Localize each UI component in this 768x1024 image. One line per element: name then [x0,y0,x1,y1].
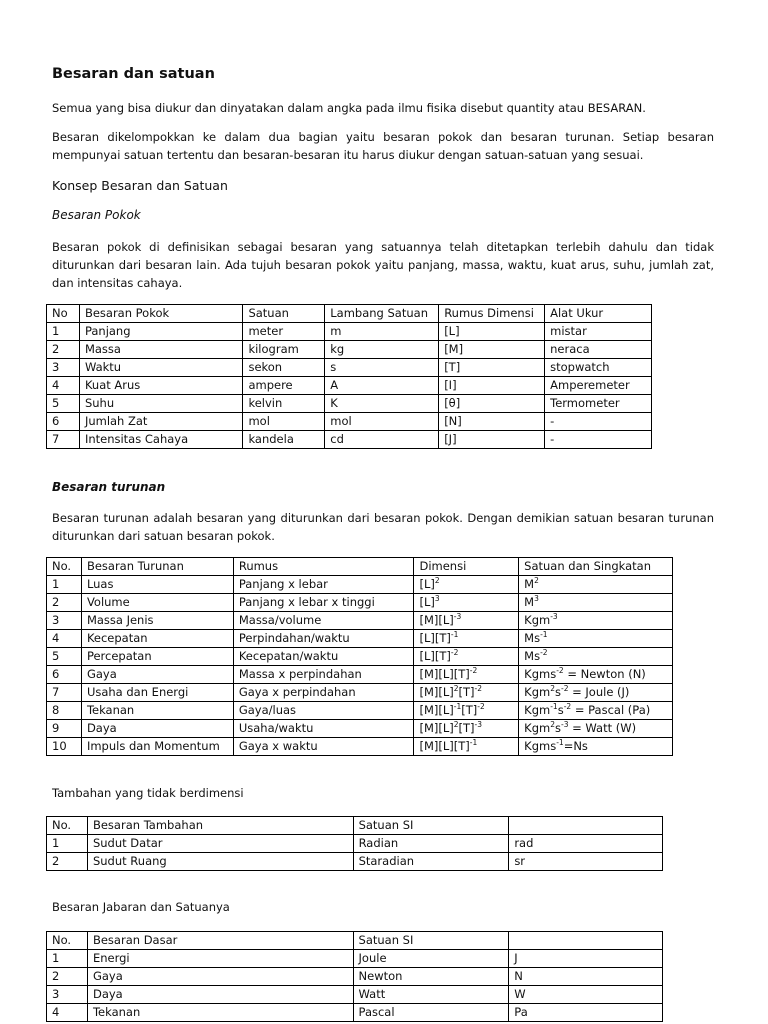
table-cell: Luas [81,576,233,594]
table-cell: $[M][L][T]^{-2}$ [414,666,519,684]
table-cell: 4 [47,377,80,395]
table-cell: 2 [47,853,88,871]
table-cell: $Kgm^{-1}s^{-2}$ = Pascal (Pa) [519,702,673,720]
table-cell: [M] [439,341,545,359]
table-cell: 1 [47,835,88,853]
table-cell: [L] [439,323,545,341]
table-cell: 1 [47,323,80,341]
table-cell: $M^2$ [519,576,673,594]
table-cell: Gaya x waktu [233,738,414,756]
table-row [47,950,663,968]
table-cell: 7 [47,431,80,449]
table-cell: Intensitas Cahaya [79,431,243,449]
table-row [47,377,652,395]
column-header: Rumus [233,558,414,576]
table-row [47,341,652,359]
table-row [47,720,673,738]
pokok-heading: Besaran Pokok [52,208,141,222]
table-cell: $[M][L]^2[T]^{-3}$ [414,720,519,738]
table-cell: Massa x perpindahan [233,666,414,684]
table-cell: Staradian [353,853,509,871]
table-cell: $Ms^{-1}$ [519,630,673,648]
turunan-paragraph: Besaran turunan adalah besaran yang diturunkan dari besaran pokok. Dengan demikian satuan besaran turunan diturunkan dari satuan besaran pokok. [52,511,714,543]
table-cell: Kgm$^{-3}$ [519,612,673,630]
table-cell: mistar [545,323,652,341]
table-cell: Sudut Ruang [87,853,353,871]
column-header: Rumus Dimensi [439,305,545,323]
table-cell: Volume [81,594,233,612]
table-cell: Jumlah Zat [79,413,243,431]
table-row [47,986,663,1004]
column-header: No. [47,817,88,835]
table-cell: 2 [47,341,80,359]
table-cell: sekon [243,359,325,377]
table-row [47,835,663,853]
table-cell: [θ] [439,395,545,413]
table-cell: Amperemeter [545,377,652,395]
table-cell: $Kgm^2s^{-2}$ = Joule (J) [519,684,673,702]
table-cell: 7 [47,684,82,702]
table-cell: Kgms$^{-2}$ = Newton (N) [519,666,673,684]
table-cell: Panjang x lebar x tinggi [233,594,414,612]
table-header-row [47,558,673,576]
table-row [47,359,652,377]
table-cell: $[L]^2$ [414,576,519,594]
column-header: No. [47,558,82,576]
table-cell: 4 [47,1004,88,1022]
table-cell: Kecepatan/waktu [233,648,414,666]
table-cell: 1 [47,950,88,968]
table-row [47,413,652,431]
table-cell: $[L][T]^{-1}$ [414,630,519,648]
table-cell: 10 [47,738,82,756]
table-row [47,684,673,702]
table-row [47,431,652,449]
table-cell: Panjang x lebar [233,576,414,594]
page-title: Besaran dan satuan [52,66,215,82]
table-row [47,395,652,413]
table-cell: 3 [47,986,88,1004]
table-cell: $[M][L]^{-3}$ [414,612,519,630]
table-cell: Massa [79,341,243,359]
turunan-heading: Besaran turunan [52,480,166,494]
table-cell: Kgms$^{-1}$=Ns [519,738,673,756]
table-row [47,648,673,666]
turunan-table [46,557,673,756]
table-cell: 5 [47,648,82,666]
table-cell: 2 [47,594,82,612]
table-cell: mol [325,413,439,431]
table-cell: 1 [47,576,82,594]
table-cell: neraca [545,341,652,359]
column-header: No. [47,932,88,950]
table-cell: 6 [47,666,82,684]
table-cell: Daya [87,986,353,1004]
table-cell: sr [509,853,663,871]
table-row [47,594,673,612]
column-header: No [47,305,80,323]
table-cell: $M^3$ [519,594,673,612]
table-cell: $[L][T]^{-2}$ [414,648,519,666]
column-header: Alat Ukur [545,305,652,323]
table-cell: 4 [47,630,82,648]
table-cell: J [509,950,663,968]
table-cell: $[M][L]^2[T]^{-2}$ [414,684,519,702]
table-cell: Usaha/waktu [233,720,414,738]
table-cell: cd [325,431,439,449]
column-header: Besaran Dasar [87,932,353,950]
table-cell: Pascal [353,1004,509,1022]
table-cell: Joule [353,950,509,968]
table-cell: [N] [439,413,545,431]
column-header: Satuan dan Singkatan [519,558,673,576]
table-cell: Sudut Datar [87,835,353,853]
table-row [47,853,663,871]
table-cell: meter [243,323,325,341]
table-cell: 3 [47,359,80,377]
tambahan-table [46,816,663,871]
table-cell: Massa Jenis [81,612,233,630]
column-header: Satuan SI [353,932,509,950]
table-row [47,323,652,341]
table-row [47,612,673,630]
table-cell: 8 [47,702,82,720]
table-cell: 2 [47,968,88,986]
table-cell: Panjang [79,323,243,341]
table-cell: W [509,986,663,1004]
table-cell: 9 [47,720,82,738]
table-cell: Tekanan [87,1004,353,1022]
column-header [509,817,663,835]
table-row [47,666,673,684]
table-cell: [T] [439,359,545,377]
table-cell: s [325,359,439,377]
table-row [47,1004,663,1022]
table-cell: Tekanan [81,702,233,720]
tambahan-caption: Tambahan yang tidak berdimensi [52,786,244,800]
table-cell: stopwatch [545,359,652,377]
table-cell: Kuat Arus [79,377,243,395]
table-cell: Perpindahan/waktu [233,630,414,648]
table-cell: kandela [243,431,325,449]
column-header [509,932,663,950]
table-row [47,630,673,648]
column-header: Besaran Turunan [81,558,233,576]
table-cell: ampere [243,377,325,395]
column-header: Lambang Satuan [325,305,439,323]
table-cell: Percepatan [81,648,233,666]
table-cell: Newton [353,968,509,986]
table-cell: 3 [47,612,82,630]
column-header: Besaran Pokok [79,305,243,323]
table-cell: Impuls dan Momentum [81,738,233,756]
table-cell: A [325,377,439,395]
table-cell: N [509,968,663,986]
column-header: Dimensi [414,558,519,576]
table-cell: mol [243,413,325,431]
table-cell: $[M][L][T]^{-1}$ [414,738,519,756]
table-cell: Gaya [81,666,233,684]
table-cell: [J] [439,431,545,449]
table-cell: kelvin [243,395,325,413]
table-cell: - [545,413,652,431]
table-cell: Gaya [87,968,353,986]
column-header: Besaran Tambahan [87,817,353,835]
table-cell: Gaya x perpindahan [233,684,414,702]
konsep-heading: Konsep Besaran dan Satuan [52,178,228,193]
table-cell: Kecepatan [81,630,233,648]
table-cell: $[M][L]^{-1}[T]^{-2}$ [414,702,519,720]
table-header-row [47,305,652,323]
table-cell: Usaha dan Energi [81,684,233,702]
table-row [47,702,673,720]
jabaran-table [46,931,663,1022]
pokok-table [46,304,652,449]
table-row [47,576,673,594]
table-cell: $[L]^3$ [414,594,519,612]
table-cell: Radian [353,835,509,853]
table-cell: Daya [81,720,233,738]
table-cell: Waktu [79,359,243,377]
table-cell: Massa/volume [233,612,414,630]
column-header: Satuan [243,305,325,323]
jabaran-caption: Besaran Jabaran dan Satuanya [52,900,230,914]
table-cell: - [545,431,652,449]
table-header-row [47,817,663,835]
table-cell: rad [509,835,663,853]
table-cell: K [325,395,439,413]
table-cell: 5 [47,395,80,413]
pokok-paragraph: Besaran pokok di definisikan sebagai besaran yang satuannya telah ditetapkan terlebih dahulu dan tidak diturunkan dari besaran lain. Ada tujuh besaran pokok yaitu panjang, massa, waktu, kuat arus, suhu, jumlah zat, dan intensitas cahaya. [52,240,714,290]
intro-paragraph: Semua yang bisa diukur dan dinyatakan dalam angka pada ilmu fisika disebut quantity atau BESARAN. [52,101,646,115]
table-cell: $Ms^{-2}$ [519,648,673,666]
table-cell: Gaya/luas [233,702,414,720]
table-row [47,738,673,756]
table-cell: [I] [439,377,545,395]
table-cell: Termometer [545,395,652,413]
table-cell: Pa [509,1004,663,1022]
table-cell: kilogram [243,341,325,359]
table-cell: m [325,323,439,341]
table-cell: Suhu [79,395,243,413]
table-cell: Energi [87,950,353,968]
classification-paragraph: Besaran dikelompokkan ke dalam dua bagian yaitu besaran pokok dan besaran turunan. Setiap besaran mempunyai satuan tertentu dan besaran-besaran itu harus diukur dengan satuan-satuan yang sesuai. [52,130,714,162]
table-header-row [47,932,663,950]
table-row [47,968,663,986]
table-cell: kg [325,341,439,359]
table-cell: 6 [47,413,80,431]
column-header: Satuan SI [353,817,509,835]
table-cell: $Kgm^2s^{-3}$ = Watt (W) [519,720,673,738]
table-cell: Watt [353,986,509,1004]
